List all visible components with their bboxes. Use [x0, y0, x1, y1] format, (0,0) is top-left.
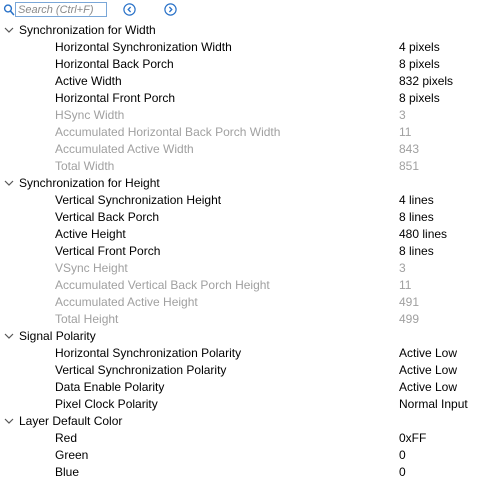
property-value[interactable]: 8 pixels [399, 57, 440, 71]
group-title: Synchronization for Width [19, 23, 156, 37]
property-label: Horizontal Synchronization Polarity [55, 346, 242, 360]
property-value[interactable]: Active Low [399, 380, 458, 394]
property-value[interactable]: 832 pixels [399, 74, 454, 88]
group-title: Layer Default Color [19, 414, 123, 428]
property-value: 3 [399, 261, 406, 275]
property-value: 491 [399, 295, 420, 309]
property-row-horizontal-synchronization-width[interactable] [0, 39, 481, 56]
property-value[interactable]: Active Low [399, 346, 458, 360]
property-row-data-enable-polarity[interactable] [0, 379, 481, 396]
chevron-down-icon[interactable] [4, 26, 14, 34]
property-label: Total Height [55, 312, 119, 326]
group-header-synchronization-for-width[interactable] [0, 22, 481, 39]
property-row-hsync-width [0, 107, 481, 124]
property-value: 11 [399, 278, 412, 292]
property-value: 851 [399, 159, 420, 173]
property-label: Accumulated Active Width [55, 142, 194, 156]
property-label: Accumulated Active Height [55, 295, 198, 309]
property-label: Total Width [55, 159, 115, 173]
property-value[interactable]: 8 lines [399, 210, 434, 224]
group-header-signal-polarity[interactable] [0, 328, 481, 345]
property-row-total-width [0, 158, 481, 175]
property-label: Vertical Synchronization Height [55, 193, 222, 207]
search-input[interactable] [15, 2, 107, 17]
property-label: Pixel Clock Polarity [55, 397, 158, 411]
property-label: Blue [55, 465, 80, 479]
property-label: Horizontal Synchronization Width [55, 40, 232, 54]
group-header-layer-default-color[interactable] [0, 413, 481, 430]
property-row-green[interactable] [0, 447, 481, 464]
property-row-horizontal-back-porch[interactable] [0, 56, 481, 73]
group-title: Synchronization for Height [19, 176, 160, 190]
property-label: Green [55, 448, 89, 462]
property-label: VSync Height [55, 261, 128, 275]
property-row-accumulated-vertical-back-porch-height [0, 277, 481, 294]
property-value[interactable]: 4 pixels [399, 40, 440, 54]
property-label: HSync Width [55, 108, 125, 122]
property-value[interactable]: Normal Input [399, 397, 468, 411]
group-header-synchronization-for-height[interactable] [0, 175, 481, 192]
property-row-active-width[interactable] [0, 73, 481, 90]
property-row-total-height [0, 311, 481, 328]
property-row-accumulated-active-width [0, 141, 481, 158]
property-label: Active Width [55, 74, 122, 88]
property-label: Vertical Front Porch [55, 244, 161, 258]
property-row-horizontal-front-porch[interactable] [0, 90, 481, 107]
property-label: Accumulated Horizontal Back Porch Width [55, 125, 281, 139]
property-row-vertical-synchronization-polarity[interactable] [0, 362, 481, 379]
property-row-blue[interactable] [0, 464, 481, 481]
property-value[interactable]: 0 [399, 448, 406, 462]
property-value[interactable]: 0 [399, 465, 406, 479]
property-row-active-height[interactable] [0, 226, 481, 243]
property-value[interactable]: 8 lines [399, 244, 434, 258]
next-match-icon[interactable] [164, 3, 177, 16]
search-toolbar [0, 0, 481, 20]
property-value[interactable]: 480 lines [399, 227, 448, 241]
property-label: Accumulated Vertical Back Porch Height [55, 278, 270, 292]
property-row-accumulated-active-height [0, 294, 481, 311]
property-row-vertical-synchronization-height[interactable] [0, 192, 481, 209]
property-row-red[interactable] [0, 430, 481, 447]
search-icon[interactable] [3, 3, 15, 17]
property-label: Horizontal Front Porch [55, 91, 176, 105]
property-value[interactable]: 8 pixels [399, 91, 440, 105]
chevron-down-icon[interactable] [4, 179, 14, 187]
property-label: Vertical Back Porch [55, 210, 160, 224]
property-value[interactable]: Active Low [399, 363, 458, 377]
property-value: 3 [399, 108, 406, 122]
property-label: Data Enable Polarity [55, 380, 165, 394]
property-value[interactable]: 0xFF [399, 431, 427, 445]
previous-match-icon[interactable] [123, 3, 136, 16]
property-label: Active Height [55, 227, 126, 241]
property-value: 843 [399, 142, 420, 156]
property-label: Horizontal Back Porch [55, 57, 174, 71]
property-label: Vertical Synchronization Polarity [55, 363, 227, 377]
property-value: 11 [399, 125, 412, 139]
property-row-accumulated-horizontal-back-porch-width [0, 124, 481, 141]
chevron-down-icon[interactable] [4, 332, 14, 340]
property-value: 499 [399, 312, 420, 326]
chevron-down-icon[interactable] [4, 417, 14, 425]
property-row-horizontal-synchronization-polarity[interactable] [0, 345, 481, 362]
property-value[interactable]: 4 lines [399, 193, 434, 207]
property-row-vsync-height [0, 260, 481, 277]
property-row-vertical-front-porch[interactable] [0, 243, 481, 260]
property-row-vertical-back-porch[interactable] [0, 209, 481, 226]
property-row-pixel-clock-polarity[interactable] [0, 396, 481, 413]
property-label: Red [55, 431, 78, 445]
group-title: Signal Polarity [19, 329, 96, 343]
